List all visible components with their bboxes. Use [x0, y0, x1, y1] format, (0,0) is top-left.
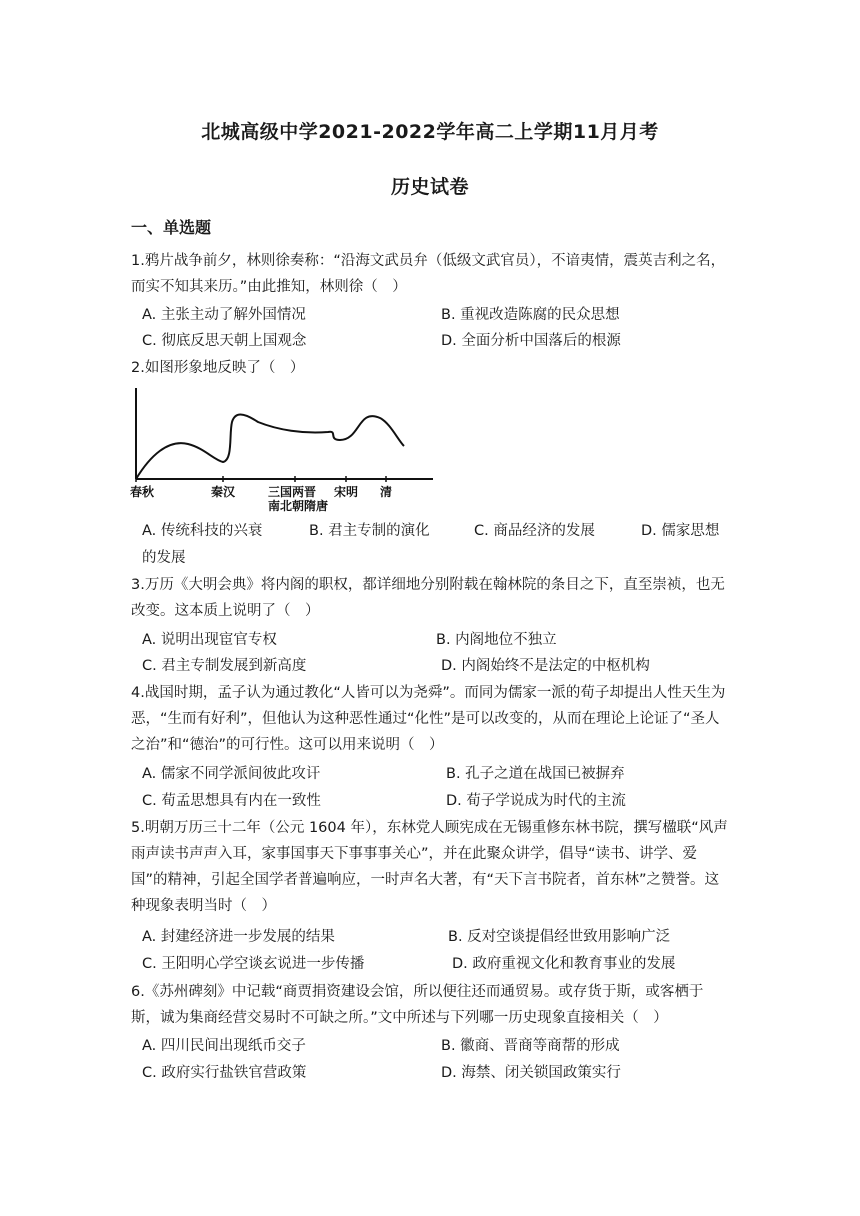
option-d: D. 海禁、闭关锁国政策实行: [441, 1065, 621, 1081]
chart-x-tick-label: 宋明: [333, 485, 359, 499]
option-b: B. 君主专制的演化: [309, 523, 430, 539]
exam-title: 北城高级中学2021-2022学年高二上学期11月月考: [201, 121, 659, 143]
chart-x-tick-label: 春秋: [130, 485, 155, 499]
chart-x-tick-label: 南北朝隋唐: [268, 499, 329, 513]
option-b: B. 孔子之道在战国已被摒弃: [446, 766, 625, 782]
question-stem: 1.鸦片战争前夕，林则徐奏称：“沿海文武员弁（低级文武官员），不谙夷情，震英吉利之名，而实不知其来历。”由此推知，林则徐（ ）: [131, 253, 726, 295]
question-stem: 4.战国时期，孟子认为通过教化“人皆可以为尧舜”。而同为儒家一派的荀子却提出人性天生为恶，“生而有好利”，但他认为这种恶性通过“化性”是可以改变的，从而在理论上论证了“圣人之治”和“德治”的可行性。这可以用来说明（ ）: [131, 685, 726, 753]
option-c: C. 商品经济的发展: [474, 523, 595, 539]
option-a: A. 传统科技的兴衰: [142, 523, 263, 539]
option-d: D. 内阁始终不是法定的中枢机构: [441, 658, 650, 674]
chart-series-line: [136, 415, 404, 480]
question-stem: 2.如图形象地反映了（ ）: [131, 360, 305, 376]
option-b: B. 徽商、晋商等商帮的形成: [441, 1038, 620, 1054]
option-a: A. 主张主动了解外国情况: [142, 307, 306, 323]
exam-subtitle: 历史试卷: [390, 176, 469, 198]
option-b: B. 重视改造陈腐的民众思想: [441, 307, 620, 323]
option-d: D. 荀子学说成为时代的主流: [446, 793, 626, 809]
chart-x-tick-label: 三国两晋: [268, 485, 317, 499]
option-c: C. 王阳明心学空谈玄说进一步传播: [142, 956, 365, 972]
option-d: D. 儒家思想: [641, 523, 720, 539]
option-b: B. 反对空谈提倡经世致用影响广泛: [448, 929, 671, 945]
option-b: B. 内阁地位不独立: [436, 632, 557, 648]
option-d: D. 政府重视文化和教育事业的发展: [452, 956, 676, 972]
option-c: C. 彻底反思天朝上国观念: [142, 333, 307, 349]
question-stem: 5.明朝万历三十二年（公元 1604 年），东林党人顾宪成在无锡重修东林书院，撰写楹联“风声雨声读书声声入耳，家事国事天下事事事关心”，并在此聚众讲学，倡导“读书、讲学、爱国”的精神，引起全国学者普遍响应，一时声名大著，有“天下言书院者，首东林”之赞誉。这种现象表明当时（ ）: [131, 820, 728, 914]
option-a: A. 说明出现宦官专权: [142, 632, 277, 648]
option-a: A. 四川民间出现纸币交子: [142, 1038, 306, 1054]
option-c: C. 君主专制发展到新高度: [142, 658, 307, 674]
chart-x-tick-label: 清: [379, 485, 393, 499]
chart-label-group: [130, 484, 392, 513]
option-a: A. 封建经济进一步发展的结果: [142, 929, 335, 945]
option-a: A. 儒家不同学派间彼此攻讦: [142, 766, 321, 782]
question-stem: 3.万历《大明会典》将内阁的职权，都详细地分别附载在翰林院的条目之下，直至崇祯，也无改变。这本质上说明了（ ）: [131, 577, 725, 619]
option-d-continued: 的发展: [142, 550, 186, 566]
question-stem: 6.《苏州碑刻》中记载“商贾捐资建设会馆，所以便往还而通贸易。或存货于斯，或客栖于斯，诚为集商经营交易时不可缺之所。”文中所述与下列哪一历史现象直接相关（ ）: [131, 984, 704, 1026]
trend-line-chart: [128, 384, 438, 514]
option-c: C. 政府实行盐铁官营政策: [142, 1065, 307, 1081]
chart-x-tick-label: 秦汉: [210, 485, 236, 499]
option-d: D. 全面分析中国落后的根源: [441, 333, 621, 349]
option-c: C. 荀孟思想具有内在一致性: [142, 793, 321, 809]
section-title: 一、单选题: [131, 218, 212, 237]
